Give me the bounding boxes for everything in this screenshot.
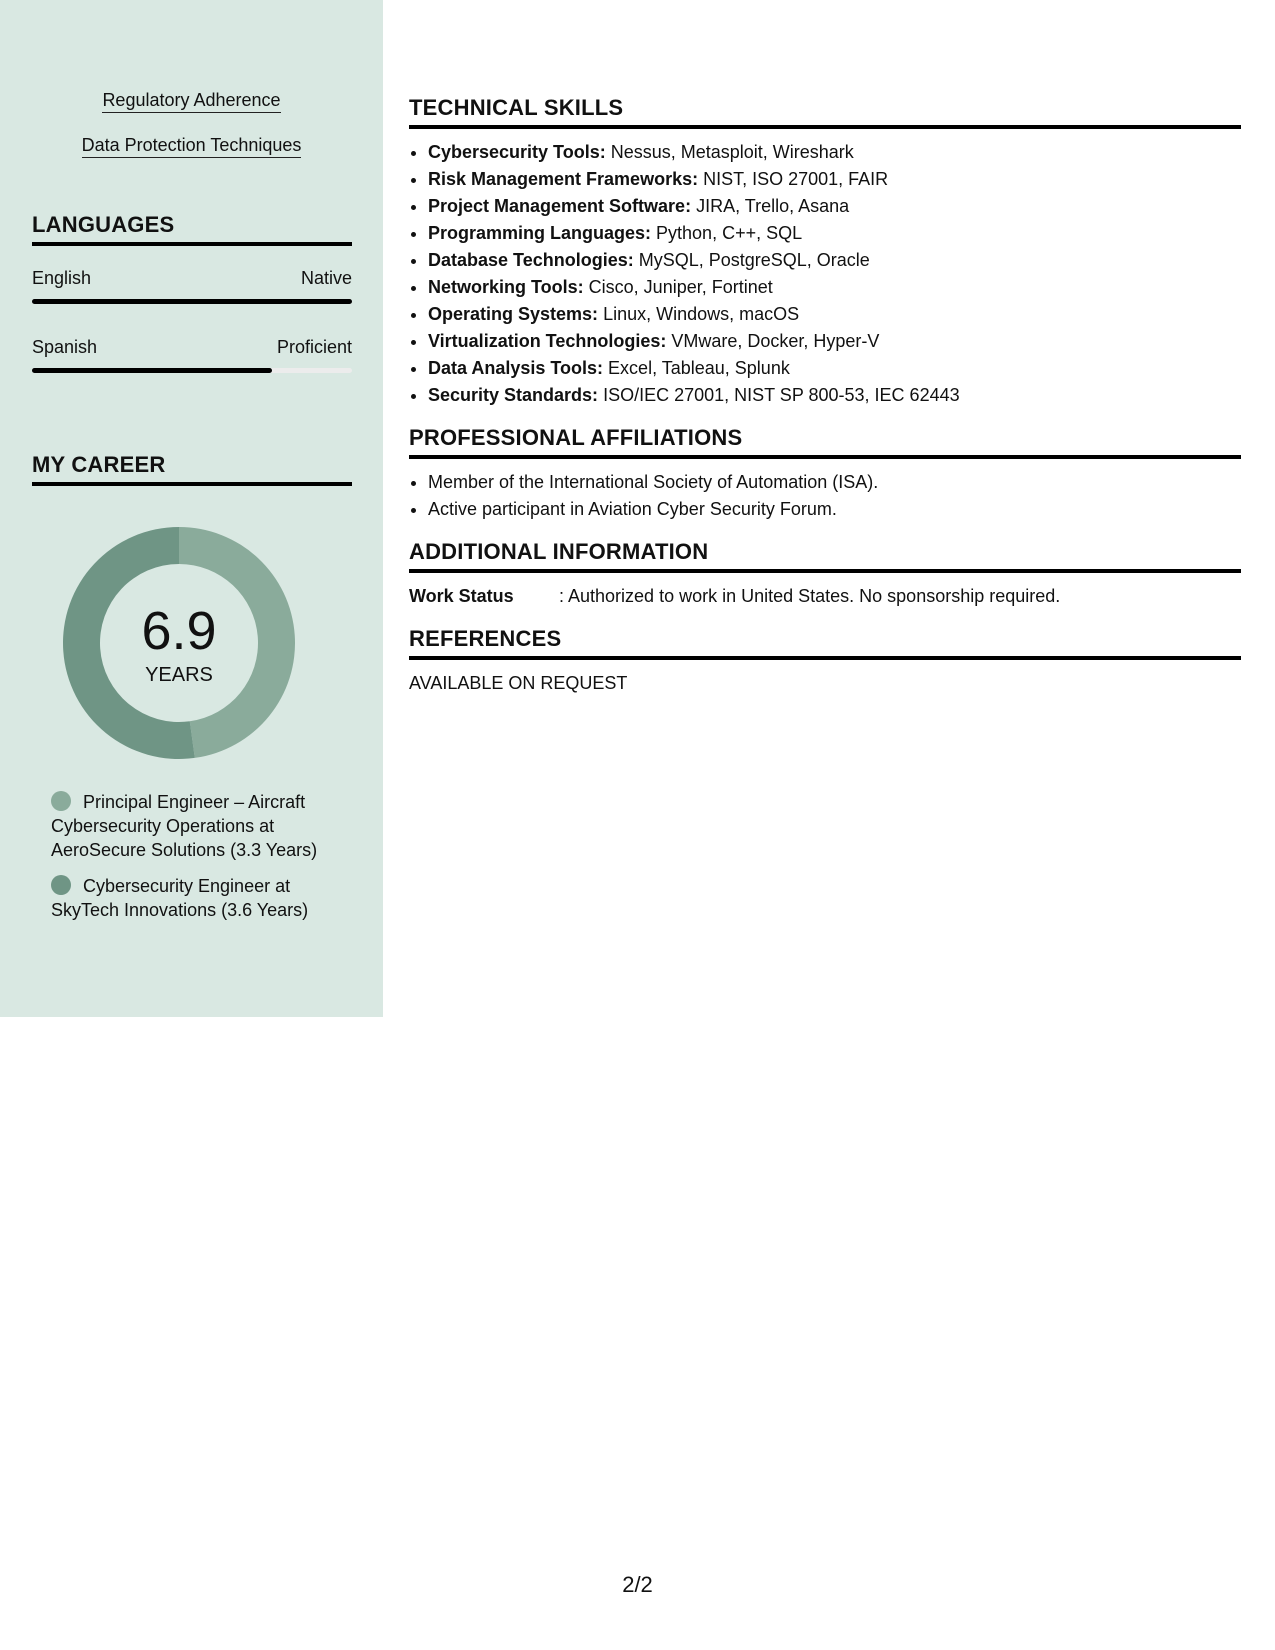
career-total-unit: YEARS <box>145 664 213 686</box>
language-proficiency-fill <box>32 368 272 373</box>
skill-tag: Regulatory Adherence <box>0 89 383 111</box>
work-status-label: Work Status <box>409 586 514 606</box>
affiliations-list <box>409 469 1241 523</box>
list-item <box>428 247 1241 274</box>
language-name: English <box>32 268 92 288</box>
career-donut-chart <box>63 527 295 759</box>
language-proficiency-fill <box>32 299 352 304</box>
legend-dot-icon <box>51 791 71 811</box>
list-item <box>428 382 1241 409</box>
skill-category-label: Risk Management Frameworks: <box>428 169 699 189</box>
language-level: Proficient <box>276 337 352 357</box>
references-heading: REFERENCES <box>409 626 1241 660</box>
sidebar <box>0 0 383 1017</box>
work-status-value: : Authorized to work in United States. No sponsorship required. <box>559 586 1061 606</box>
skill-category-value: NIST, ISO 27001, FAIR <box>698 169 889 189</box>
skill-category-label: Cybersecurity Tools: <box>428 142 606 162</box>
list-item <box>428 193 1241 220</box>
skill-category-value: Excel, Tableau, Splunk <box>603 358 790 378</box>
skill-category-label: Virtualization Technologies: <box>428 331 667 351</box>
list-item <box>428 166 1241 193</box>
list-item: • Active participant in Aviation Cyber Security Forum. <box>428 496 1241 523</box>
language-row <box>32 337 352 358</box>
skill-category-label: Data Analysis Tools: <box>428 358 604 378</box>
skill-category-label: Networking Tools: <box>428 277 584 297</box>
affiliations-heading: PROFESSIONAL AFFILIATIONS <box>409 425 1241 459</box>
references-text: AVAILABLE ON REQUEST <box>409 673 628 693</box>
page-number: 2/2 <box>622 1572 653 1597</box>
skill-category-value: VMware, Docker, Hyper-V <box>666 331 880 351</box>
skill-category-value: Linux, Windows, macOS <box>598 304 800 324</box>
career-legend-item <box>51 790 341 862</box>
career-heading: MY CAREER <box>32 452 352 486</box>
skill-category-value: Nessus, Metasploit, Wireshark <box>605 142 854 162</box>
list-item <box>428 328 1241 355</box>
list-item <box>428 139 1241 166</box>
career-legend <box>51 790 341 934</box>
legend-dot-icon <box>51 875 71 895</box>
list-item <box>428 220 1241 247</box>
skill-category-value: JIRA, Trello, Asana <box>691 196 850 216</box>
technical-skills-heading: TECHNICAL SKILLS <box>409 95 1241 129</box>
additional-info-heading: ADDITIONAL INFORMATION <box>409 539 1241 573</box>
list-item <box>428 355 1241 382</box>
language-row <box>32 268 352 289</box>
skill-tag: Data Protection Techniques <box>0 134 383 156</box>
career-role-label: Cybersecurity Engineer at SkyTech Innovations (3.6 Years) <box>51 876 309 920</box>
skill-category-value: Cisco, Juniper, Fortinet <box>583 277 773 297</box>
skill-category-value: MySQL, PostgreSQL, Oracle <box>633 250 870 270</box>
skill-category-label: Database Technologies: <box>428 250 634 270</box>
career-total-value: 6.9 <box>141 601 217 661</box>
language-proficiency-bar <box>32 299 352 304</box>
language-proficiency-bar <box>32 368 352 373</box>
list-item <box>428 301 1241 328</box>
list-item <box>428 274 1241 301</box>
list-item: • Member of the International Society of Automation (ISA). <box>428 469 1241 496</box>
skill-category-label: Security Standards: <box>428 385 599 405</box>
work-status-row <box>409 583 1241 610</box>
language-level: Native <box>300 268 352 288</box>
career-role-label: Principal Engineer – Aircraft Cybersecurity Operations at AeroSecure Solutions (3.3 Years) <box>51 792 318 860</box>
career-legend-item <box>51 874 341 922</box>
technical-skills-list <box>409 139 1241 409</box>
skill-category-value: ISO/IEC 27001, NIST SP 800-53, IEC 62443 <box>598 385 960 405</box>
skill-category-value: Python, C++, SQL <box>651 223 803 243</box>
skill-category-label: Programming Languages: <box>428 223 652 243</box>
languages-heading: LANGUAGES <box>32 212 352 246</box>
main-content <box>409 95 1241 697</box>
language-name: Spanish <box>32 337 98 357</box>
skill-category-label: Operating Systems: <box>428 304 599 324</box>
skill-category-label: Project Management Software: <box>428 196 692 216</box>
